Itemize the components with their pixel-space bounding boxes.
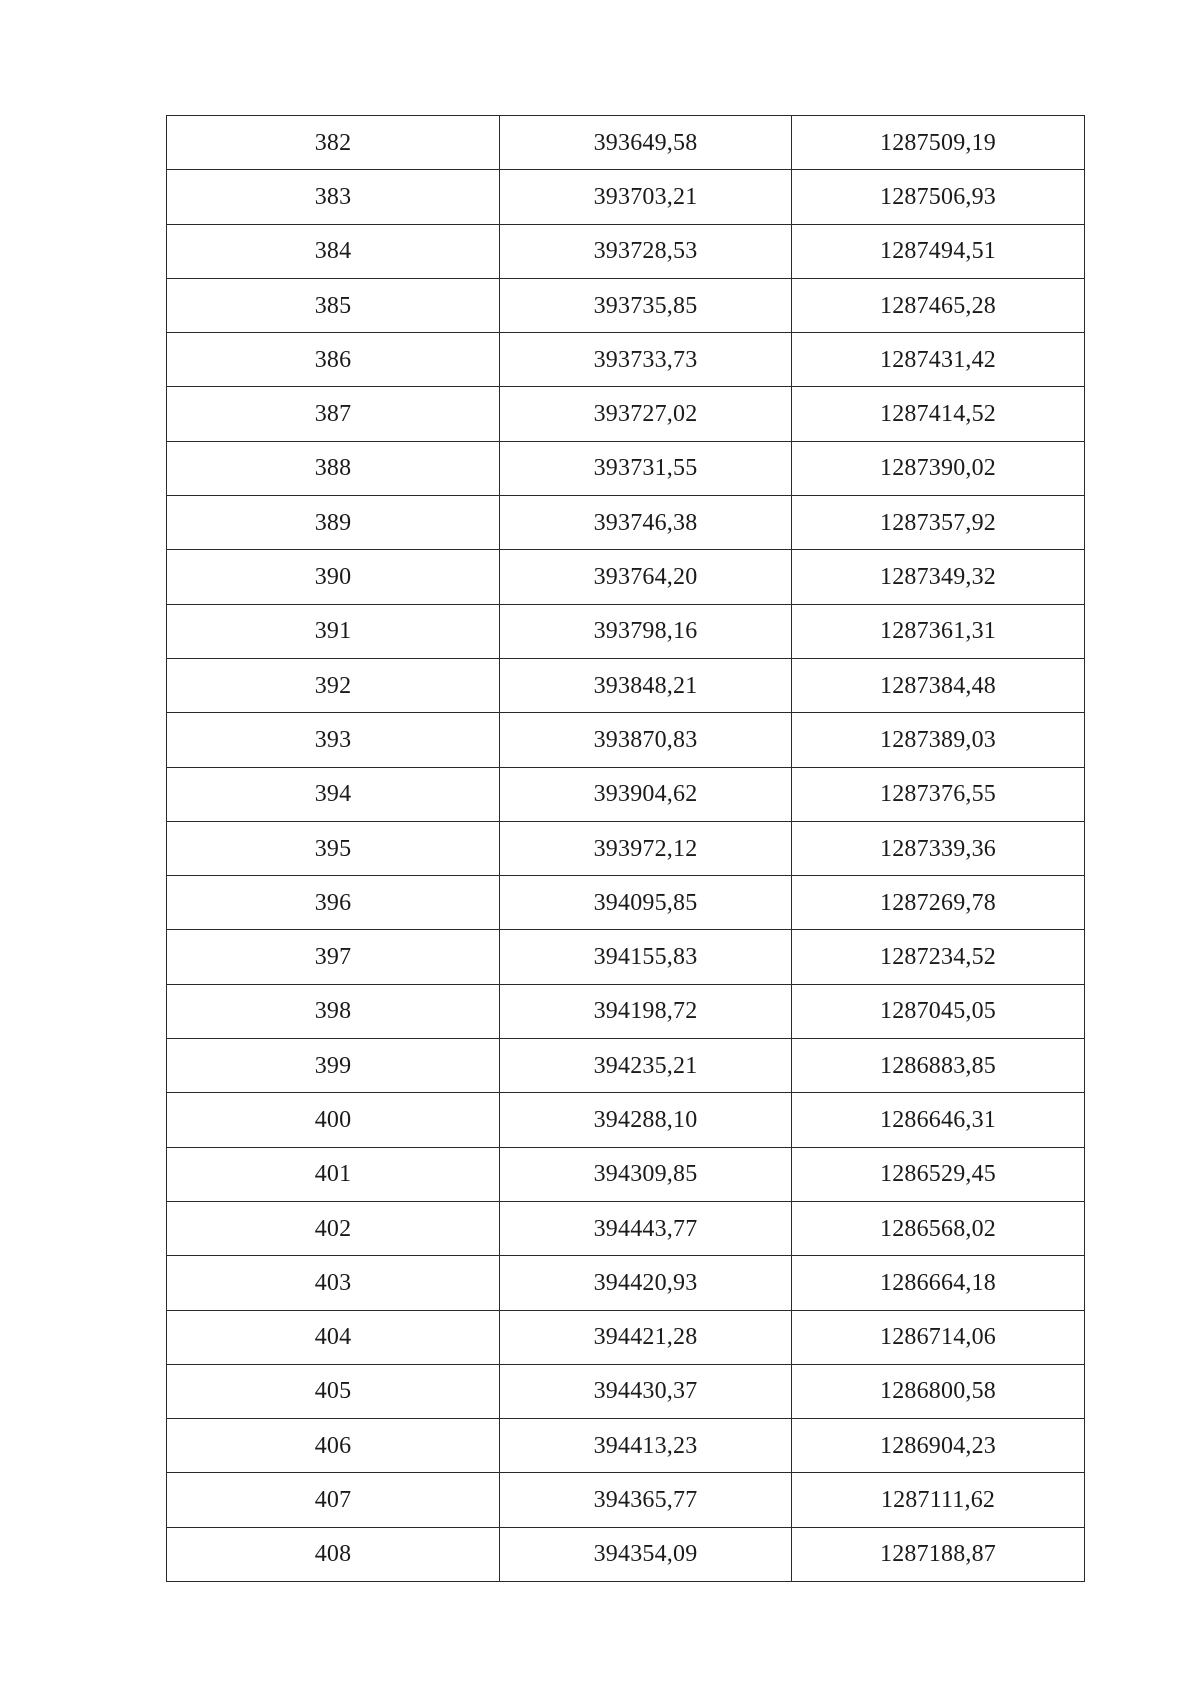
table-row (167, 658, 1085, 712)
table-row (167, 224, 1085, 278)
x-coordinate-cell: 393746,38 (500, 496, 792, 550)
y-coordinate-cell: 1287361,31 (792, 604, 1085, 658)
point-number-cell: 404 (167, 1310, 500, 1364)
x-coordinate-cell: 394155,83 (500, 930, 792, 984)
table-row (167, 930, 1085, 984)
table-row (167, 116, 1085, 170)
point-number-cell: 388 (167, 441, 500, 495)
x-coordinate-cell: 394288,10 (500, 1093, 792, 1147)
point-number-cell: 397 (167, 930, 500, 984)
point-number-cell: 390 (167, 550, 500, 604)
y-coordinate-cell: 1286664,18 (792, 1256, 1085, 1310)
point-number-cell: 396 (167, 876, 500, 930)
x-coordinate-cell: 394354,09 (500, 1527, 792, 1581)
table-row (167, 1419, 1085, 1473)
x-coordinate-cell: 394420,93 (500, 1256, 792, 1310)
y-coordinate-cell: 1287269,78 (792, 876, 1085, 930)
x-coordinate-cell: 393703,21 (500, 170, 792, 224)
point-number-cell: 403 (167, 1256, 500, 1310)
table-row (167, 1256, 1085, 1310)
y-coordinate-cell: 1287506,93 (792, 170, 1085, 224)
x-coordinate-cell: 394413,23 (500, 1419, 792, 1473)
x-coordinate-cell: 393972,12 (500, 821, 792, 875)
y-coordinate-cell: 1287357,92 (792, 496, 1085, 550)
point-number-cell: 384 (167, 224, 500, 278)
y-coordinate-cell: 1287349,32 (792, 550, 1085, 604)
point-number-cell: 382 (167, 116, 500, 170)
table-row (167, 278, 1085, 332)
point-number-cell: 387 (167, 387, 500, 441)
table-row (167, 1093, 1085, 1147)
x-coordinate-cell: 394095,85 (500, 876, 792, 930)
y-coordinate-cell: 1287431,42 (792, 333, 1085, 387)
table-row (167, 1039, 1085, 1093)
table-row (167, 767, 1085, 821)
y-coordinate-cell: 1287339,36 (792, 821, 1085, 875)
y-coordinate-cell: 1287390,02 (792, 441, 1085, 495)
table-row (167, 170, 1085, 224)
coordinates-table-body (167, 116, 1085, 1582)
table-row (167, 441, 1085, 495)
x-coordinate-cell: 393727,02 (500, 387, 792, 441)
y-coordinate-cell: 1286568,02 (792, 1201, 1085, 1255)
x-coordinate-cell: 394198,72 (500, 984, 792, 1038)
point-number-cell: 398 (167, 984, 500, 1038)
x-coordinate-cell: 393735,85 (500, 278, 792, 332)
table-row (167, 1473, 1085, 1527)
point-number-cell: 383 (167, 170, 500, 224)
point-number-cell: 408 (167, 1527, 500, 1581)
y-coordinate-cell: 1286883,85 (792, 1039, 1085, 1093)
point-number-cell: 392 (167, 658, 500, 712)
x-coordinate-cell: 394235,21 (500, 1039, 792, 1093)
y-coordinate-cell: 1286714,06 (792, 1310, 1085, 1364)
x-coordinate-cell: 393848,21 (500, 658, 792, 712)
point-number-cell: 402 (167, 1201, 500, 1255)
point-number-cell: 405 (167, 1364, 500, 1418)
y-coordinate-cell: 1286904,23 (792, 1419, 1085, 1473)
y-coordinate-cell: 1287465,28 (792, 278, 1085, 332)
y-coordinate-cell: 1287494,51 (792, 224, 1085, 278)
point-number-cell: 400 (167, 1093, 500, 1147)
table-row (167, 1201, 1085, 1255)
point-number-cell: 395 (167, 821, 500, 875)
x-coordinate-cell: 393728,53 (500, 224, 792, 278)
x-coordinate-cell: 393870,83 (500, 713, 792, 767)
y-coordinate-cell: 1287384,48 (792, 658, 1085, 712)
y-coordinate-cell: 1287376,55 (792, 767, 1085, 821)
x-coordinate-cell: 394309,85 (500, 1147, 792, 1201)
x-coordinate-cell: 393798,16 (500, 604, 792, 658)
y-coordinate-cell: 1287509,19 (792, 116, 1085, 170)
x-coordinate-cell: 393764,20 (500, 550, 792, 604)
y-coordinate-cell: 1286800,58 (792, 1364, 1085, 1418)
y-coordinate-cell: 1287188,87 (792, 1527, 1085, 1581)
point-number-cell: 393 (167, 713, 500, 767)
point-number-cell: 385 (167, 278, 500, 332)
table-row (167, 333, 1085, 387)
table-row (167, 550, 1085, 604)
y-coordinate-cell: 1286646,31 (792, 1093, 1085, 1147)
x-coordinate-cell: 393904,62 (500, 767, 792, 821)
table-row (167, 821, 1085, 875)
table-row (167, 496, 1085, 550)
table-row (167, 1364, 1085, 1418)
y-coordinate-cell: 1287111,62 (792, 1473, 1085, 1527)
y-coordinate-cell: 1287045,05 (792, 984, 1085, 1038)
table-row (167, 1147, 1085, 1201)
coordinates-table (166, 115, 1085, 1582)
point-number-cell: 391 (167, 604, 500, 658)
point-number-cell: 389 (167, 496, 500, 550)
x-coordinate-cell: 394443,77 (500, 1201, 792, 1255)
table-row (167, 984, 1085, 1038)
table-row (167, 876, 1085, 930)
point-number-cell: 401 (167, 1147, 500, 1201)
x-coordinate-cell: 394365,77 (500, 1473, 792, 1527)
point-number-cell: 406 (167, 1419, 500, 1473)
y-coordinate-cell: 1287414,52 (792, 387, 1085, 441)
y-coordinate-cell: 1287234,52 (792, 930, 1085, 984)
table-row (167, 1310, 1085, 1364)
y-coordinate-cell: 1287389,03 (792, 713, 1085, 767)
table-row (167, 1527, 1085, 1581)
table-row (167, 713, 1085, 767)
table-row (167, 387, 1085, 441)
point-number-cell: 386 (167, 333, 500, 387)
point-number-cell: 399 (167, 1039, 500, 1093)
x-coordinate-cell: 393649,58 (500, 116, 792, 170)
y-coordinate-cell: 1286529,45 (792, 1147, 1085, 1201)
x-coordinate-cell: 394430,37 (500, 1364, 792, 1418)
point-number-cell: 407 (167, 1473, 500, 1527)
x-coordinate-cell: 394421,28 (500, 1310, 792, 1364)
table-row (167, 604, 1085, 658)
x-coordinate-cell: 393733,73 (500, 333, 792, 387)
point-number-cell: 394 (167, 767, 500, 821)
x-coordinate-cell: 393731,55 (500, 441, 792, 495)
